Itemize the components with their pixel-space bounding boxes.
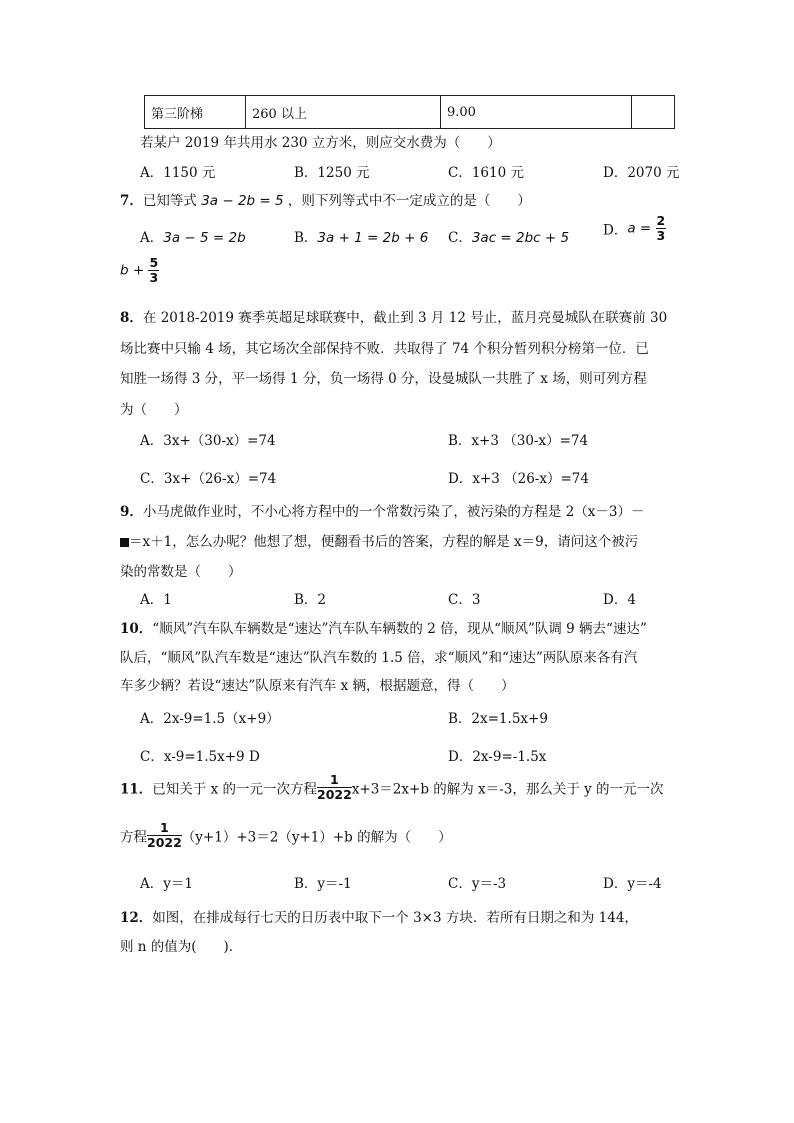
q7-option-b-expr: 3a + 1 = 2b + 6 [317,230,429,246]
q9-option-c: C．3 [448,592,481,608]
table-cell-extra [632,96,675,129]
q9-option-a: A．1 [140,592,172,608]
q9-line1 [120,500,645,520]
q12-line1 [120,906,638,926]
q6-option-a: A．1150 元 [140,165,216,181]
q10-line1-text: “顺风”汽车队车辆数是“速达”汽车队车辆数的 2 倍，现从“顺风”队调 9 辆去“速达” [152,621,647,637]
q7-option-c [448,226,569,246]
q11-line2-pre: 方程 [120,829,147,846]
q11-line1-pre: 已知关于 x 的一元一次方程 [152,781,317,798]
q7-option-b-label: B． [294,230,318,246]
water-price-table [144,95,675,129]
q10-option-c: C．x-9=1.5x+9 D [140,749,260,765]
q9-line3: 染的常数是（ ） [120,564,242,580]
q8-line4: 为（ ） [120,402,188,418]
q7-option-a [140,226,246,246]
table-cell-price: 9.00 [441,96,632,129]
q8-number: 8． [120,310,143,326]
table-row [145,96,675,129]
q10-line2: 队后，“顺风”队汽车数是“速达”队汽车数的 1.5 倍，求“顺风”和“速达”两队原来各有汽 [120,650,638,666]
q11-line1-post: x+3＝2x+b 的解为 x＝-3，那么关于 y 的一元一次 [351,781,664,798]
q7-number: 7． [120,193,143,209]
q7-option-d-cont [120,256,159,285]
q7-option-a-expr: 3a − 5 = 2b [163,230,246,246]
q10-option-d: D．2x-9=-1.5x [448,749,547,765]
q7-option-a-label: A． [140,230,164,246]
q10-option-b: B．2x=1.5x+9 [448,711,548,727]
q9-option-d: D．4 [603,592,636,608]
q12-line1-text: 如图，在排成每行七天的日历表中取下一个 3×3 方块．若所有日期之和为 144， [152,910,638,926]
q11-fraction2: $\frac{1}{2022}$ [147,820,182,850]
q7-option-c-expr: 3ac = 2bc + 5 [471,230,570,246]
q12-number: 12． [120,910,153,926]
q10-number: 10． [120,621,153,637]
q8-option-d: D．x+3 （26-x）=74 [448,471,589,487]
table-cell-tier: 第三阶梯 [145,96,246,129]
q7-stem-post: ，则下列等式中不一定成立的是（ ） [283,193,531,209]
q8-option-c: C．3x+（26-x）=74 [140,471,277,487]
q12-line2: 则 n 的值为( )． [120,939,243,955]
q10-line3: 车多少辆？若设“速达”队原来有汽车 x 辆，根据题意，得（ ） [120,678,515,694]
q7-option-d-fraction1: $\frac{2}{3}$ [656,213,666,243]
q9-line2-text: ＝x＋1，怎么办呢？他想了想，便翻看书后的答案，方程的解是 x＝9，请问这个被污 [129,534,639,550]
q11-option-b: B．y＝-1 [294,876,352,892]
q11-option-c: C．y＝-3 [448,876,507,892]
q7-option-d-fraction2: $\frac{5}{3}$ [149,255,159,285]
q10-line1 [120,617,647,637]
q11-line1 [120,773,664,802]
q8-line1-text: 在 2018-2019 赛季英超足球联赛中，截止到 3 月 12 号止，蓝月亮曼城队在联赛前 30 [142,310,668,326]
smudge-square-icon [120,538,129,547]
q11-line2 [120,821,452,850]
q8-line2: 场比赛中只输 4 场，其它场次全部保持不败．共取得了 74 个积分暂列积分榜第一位．已 [120,341,649,357]
q8-line1 [120,306,667,326]
q6-stem: 若某户 2019 年共用水 230 立方米，则应交水费为（ ） [140,135,501,151]
q7-option-d-cont-expr: b + [120,262,145,279]
q10-option-a: A．2x-9=1.5（x+9） [140,711,280,727]
q8-line3: 知胜一场得 3 分，平一场得 1 分，负一场得 0 分，设曼城队一共胜了 x 场，则可列方程 [120,371,647,387]
q11-option-d: D．y＝-4 [603,876,662,892]
q9-option-b: B．2 [294,592,327,608]
q11-option-a: A．y＝1 [140,876,193,892]
q9-number: 9． [120,504,143,520]
q11-line2-post: （y+1）+3＝2（y+1）+b 的解为（ ） [181,829,452,846]
q7-option-b [294,226,428,246]
q6-option-d: D．2070 元 [603,165,680,181]
q8-option-b: B．x+3 （30-x）=74 [448,433,589,449]
q7-option-d-label: D． [603,222,628,239]
q6-option-c: C．1610 元 [448,165,524,181]
q7-option-c-label: C． [448,230,472,246]
q11-number: 11． [120,781,153,798]
q8-option-a: A．3x+（30-x）=74 [140,433,276,449]
q9-line1-text: 小马虎做作业时，不小心将方程中的一个常数污染了，被污染的方程是 2（x－3）－ [142,504,645,520]
q7-equation: 3a − 2b = 5 [201,193,284,209]
q7-stem-pre: 已知等式 [142,193,202,209]
q11-fraction1: $\frac{1}{2022}$ [317,772,352,802]
q7-stem [120,189,531,209]
q7-option-d-expr: a = [627,220,652,237]
table-cell-range: 260 以上 [246,96,441,129]
q9-line2 [120,530,638,550]
q6-option-b: B．1250 元 [294,165,370,181]
q7-option-d [603,214,666,243]
